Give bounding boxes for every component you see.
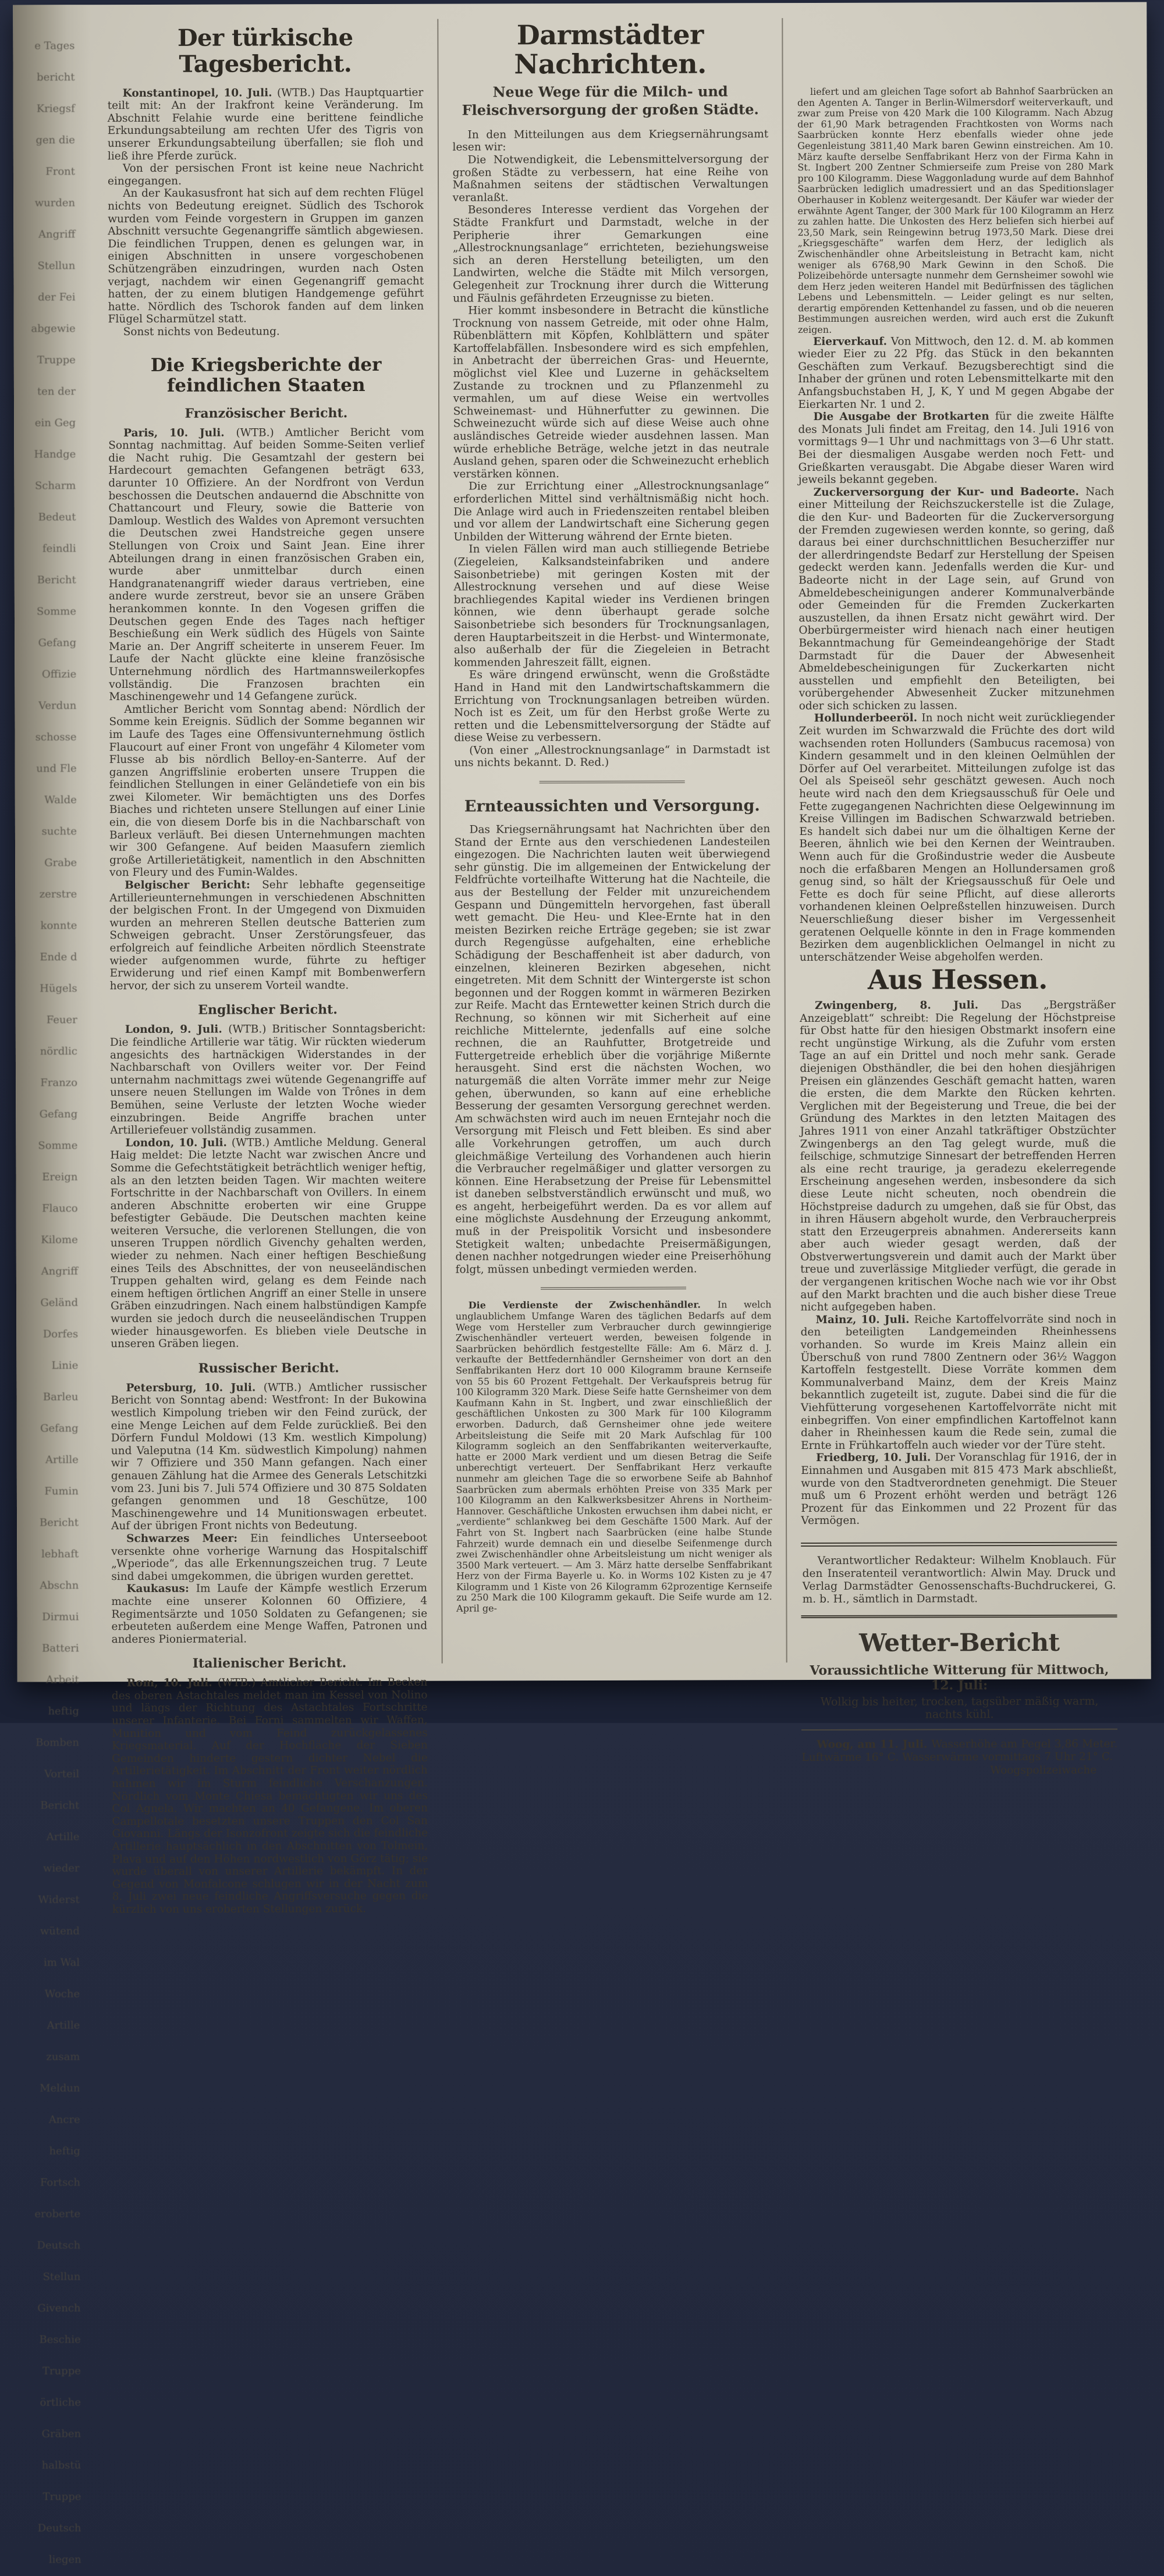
gutter-fragment: heftig bbox=[49, 2145, 80, 2158]
gutter-fragment: Deutsch bbox=[37, 2522, 81, 2535]
article-paragraph: Das Kriegsernährungsamt hat Nachrichten über den Stand der Ernte aus den verschiedenen Landesteilen eingezogen. Die Nachrichten lauten weit überwiegend sehr günstig. Die im allgemeinen der Entwickelung der Feldfrüchte vorteilhafte Witterung hat die Nachteile, die aus der Bestellung der Felder mit unzureichendem Gespann und Düngemitteln hervorgehen, fast überall wett gemacht. Die Heu- und Klee-Ernte hat in den meisten Bezirken reiche Erträge gegeben; sie ist zwar durch Regengüsse aufgehalten, eine erhebliche Schädigung der Beschaffenheit ist aber dadurch, von einzelnen, kleineren Bezirken abgesehen, nicht eingetreten. Mit dem Schnitt der Wintergerste ist schon begonnen und der Roggen kommt in wärmeren Bezirken zur Reife. Macht das Erntewetter keinen Strich durch die Rechnung, so können wir mit Sicherheit auf eine reichliche Mittelernte, jedenfalls auf eine solche rechnen, die an Rauhfutter, Brotgetreide und Futtergetreide erheblich über die vorjährige Mißernte herausgeht. Sind erst die nächsten Wochen, wo naturgemäß die alten Vorräte immer mehr zur Neige gehen, überwunden, so kann auf eine erhebliche Besserung der gesamten Versorgung gerechnet werden. Am schwächsten wird auch im neuen Erntejahr noch die Versorgung mit Fleisch und Fett bleiben. Es sind aber alle Vorkehrungen getroffen, um auch durch gleichmäßige Verteilung des Vorhandenen auch hierin die Verbraucher regelmäßiger und glatter versorgen zu können. Eine Herabsetzung der Preise für Lebensmittel ist daneben selbstverständlich erwünscht und muß, wo es angeht, herbeigeführt werden. Da es vor allem auf eine möglichste Ausdehnung der Erzeugung ankommt, muß in der Preispolitik Vorsicht und insbesondere Stetigkeit walten; unbedachte Preisermäßigungen, denen nachher notgedrungen wieder eine Preiserhöhung folgt, müssen unbedingt vermieden werden. bbox=[454, 823, 772, 1276]
paragraph-lead: Mainz, 10. Juli. bbox=[815, 1313, 914, 1326]
gutter-fragment: wütend bbox=[40, 1925, 80, 1938]
article-paragraph: Sonst nichts von Bedeutung. bbox=[123, 325, 280, 338]
article-paragraph: Die zur Errichtung einer „Allestrocknungsanlage“ erforderlichen Mittel sind verhältnismäßig nicht hoch. Die Anlage wird auch in Friedenszeiten rentabel bleiben und vor allem der Landwirtschaft eine Sicherung gegen Unbilden der Witterung während der Ernte bieten. bbox=[453, 479, 769, 543]
report-heading-russisch: Russischer Bericht. bbox=[198, 1360, 339, 1376]
gutter-fragment: Dorfes bbox=[42, 1328, 79, 1341]
gutter-fragment: Bericht bbox=[37, 574, 76, 587]
article-paragraph: Hollunderbeeröl. In noch nicht weit zurückliegender Zeit wurden im Schwarzwald die Früchte des dort wild wachsenden roten Hollunders (Sambucus racemosa) von Kindern gesammelt und in den kleinen Oelmühlen der Dörfer auf Oel verarbeitet. Mitteilungen zufolge ist das Oel als Speiseöl sehr geschätzt gewesen. Auch noch heute wird nach den dem Kriegsausschuß für Oele und Fette zugegangenen Nachrichten diese Oelgewinnung im Kreise Villingen im Badischen Schwarzwald betrieben. Es handelt sich dabei nur um die ölhaltigen Kerne der Beeren, ähnlich wie bei den Kernen der Weintrauben. Wenn auch für die Großindustrie weder die Ausbeute noch die erfaßbaren Mengen an Hollundersamen groß genug sind, so hält der Kriegsausschuß für Oele und Fette es doch für seine Pflicht, auf diese allerorts vorhandenen kleinen Oelpreßstellen hinzuweisen. Durch Neuerschließung dieser bisher im Vergessenheit geratenen Oelquelle könnte in den in Frage kommenden Bezirken dem augenblicklichen Oelmangel in nicht zu unterschätzender Weise abgeholfen werden. bbox=[799, 712, 1116, 964]
gutter-fragment: Artille bbox=[46, 1831, 80, 1843]
gutter-fragment: suchte bbox=[41, 825, 77, 838]
gutter-fragment: heftig bbox=[48, 1705, 79, 1718]
gutter-fragment: Bedeut bbox=[38, 511, 76, 524]
gutter-fragment: der Fei bbox=[38, 291, 76, 304]
paragraph-lead: Eierverkauf. bbox=[813, 335, 891, 348]
article-paragraph: In vielen Fällen wird man auch stilliegende Betriebe (Ziegeleien, Kalksandsteinfabriken und andere Saisonbetriebe) mit geringen Kosten mit der Allestrocknung versehen und auf diese Weise brachliegendes Kapital wieder ins Verdienen bringen können, wie denn überhaupt gerade solche Saisonbetriebe sich besonders für Trocknungsanlagen, deren Hauptarbeitszeit in die Herbst- und Wintermonate, also außerhalb der für die Ziegeleien in Betracht kommenden Jahreszeit fällt, eignen. bbox=[453, 542, 770, 669]
gutter-fragment: bericht bbox=[37, 71, 75, 84]
gutter-fragment: Linie bbox=[51, 1359, 79, 1372]
article-paragraph: Zwingenberg, 8. Juli. Das „Bergsträßer Anzeigeblatt“ schreibt: Die Regelung der Höchstpreise für Obst hatte für den hiesigen Obstmarkt insofern eine recht ungünstige Wirkung, als die Zufuhr vom ersten Tage an auf ein Drittel und noch mehr sank. Gerade diejenigen Obsthändler, die bei den hohen diesjährigen Preisen ein glänzendes Geschäft gemacht hatten, waren die ersten, die dem Markte den Rücken kehrten. Verglichen mit der Begeisterung und Treue, die bei der Gründung des Marktes in den letzten Maitagen des Jahres 1911 von einer Anzahl tatkräftiger Obstzüchter Zwingenbergs an den Tag gelegt wurde, muß die feilschige, schmutzige Sinnesart der betreffenden Herren als eine recht traurige, ja geradezu ekelerregende Erscheinung angesehen werden, insbesondere da sich diese Leute nicht scheuten, noch obendrein die Höchstpreise dadurch zu umgehen, daß sie für Obst, das in ihren Häusern abgeholt wurde, den Verbraucherpreis statt den Erzeugerpreis abnahmen. Andererseits kann aber auch wieder gesagt werden, daß der Obstverwertungsverein und damit auch der Markt über treue und zuverlässige Mitglieder verfügt, die gerade in der vergangenen kritischen Woche nach wie vor ihr Obst auf den Markt brachten und die auch bisher diese Treue nicht aufgegeben haben. bbox=[800, 999, 1117, 1314]
column-right bbox=[783, 17, 1131, 1777]
weather-report-heading: Wetter-Bericht bbox=[859, 1628, 1060, 1657]
gutter-fragment: nördlic bbox=[40, 1045, 77, 1058]
article-paragraph: Mainz, 10. Juli. Reiche Kartoffelvorräte sind noch in den beteiligten Landgemeinden Rheinhessens vorhanden. So wurde im Kreis Mainz allein ein Überschuß von rund 7800 Zentnern oder 36½ Waggon Kartoffeln festgestellt. Diese Vorräte kommen dem Kommunalverband Mainz, dem der Kreis Mainz bekanntlich zugeteilt ist, zugute. Dabei sind die für die Viehfütterung vorgesehenen Kartoffelvorräte nicht mit einbegriffen. Von einer empfindlichen Kartoffelnot kann daher in Rheinhessen kaum die Rede sein, zumal die Ernte in Frühkartoffeln auch wieder vor der Türe steht. bbox=[800, 1313, 1117, 1452]
gutter-clipped-text bbox=[0, 30, 81, 2575]
article-paragraph: Die Ausgabe der Brotkarten für die zweite Hälfte des Monats Juli findet am Freitag, den 14. Juli 1916 von vormittags 9—1 Uhr und nachmittags von 3—6 Uhr statt. Bei der diesmaligen Ausgabe werden noch Fett- und Grießkarten verausgabt. Die Abgabe dieser Waren wird jeweils bekannt gegeben. bbox=[798, 410, 1115, 486]
section-heading-aus-hessen: Aus Hessen. bbox=[867, 964, 1048, 996]
report-heading-englisch: Englischer Bericht. bbox=[198, 1002, 338, 1018]
paragraph-lead: Hollunderbeeröl. bbox=[814, 712, 922, 725]
article-paragraph: Von der persischen Front ist keine neue Nachricht eingegangen. bbox=[107, 161, 424, 187]
article-heading-ernteaussichten: Ernteaussichten und Versorgung. bbox=[464, 797, 760, 816]
article-paragraph: An der Kaukasusfront hat sich auf dem rechten Flügel nichts von Bedeutung ereignet. Südlich des Tschorok wurden vom Feinde vorgestern in Gruppen im ganzen Abschnitt versuchte Gegenangriffe sämtlich abgewiesen. Die feindlichen Truppen, denen es gelungen war, in einigen Abschnitten in unsere vorgeschobenen Schützengräben einzudringen, wurden nach Osten verjagt, nachdem wir einen Gegenangriff gemacht hatten, der zu einem blutigen Handgemenge geführt hatte. Nördlich des Tschorok fanden auf dem linken Flügel Scharmützel statt. bbox=[108, 187, 424, 326]
gutter-fragment: Grabe bbox=[44, 857, 77, 869]
gutter-fragment: konnte bbox=[40, 919, 77, 932]
article-paragraph: Schwarzes Meer: Ein feindliches Unterseeboot versenkte ohne vorherige Warnung das Hospitalschiff „Wperiode“, das alle Erkennungszeichen trug. 7 Leute sind dabei umgekommen, die übrigen wurden gerettet. bbox=[111, 1532, 427, 1583]
gutter-fragment: gen die bbox=[36, 134, 75, 147]
gutter-fragment: Front bbox=[45, 165, 76, 178]
gutter-fragment: Angriff bbox=[38, 228, 76, 241]
gutter-fragment: Gräben bbox=[41, 2428, 81, 2440]
section-heading-darmstaedter-nachrichten: Darmstädter Nachrichten. bbox=[514, 19, 707, 80]
gutter-fragment: ten der bbox=[37, 385, 76, 398]
gutter-fragment: eroberte bbox=[34, 2208, 81, 2220]
gutter-fragment: zerstre bbox=[39, 888, 77, 901]
article-paragraph: Es wäre dringend erwünscht, wenn die Großstädte Hand in Hand mit den Landwirtschaftskammern die Errichtung von Trocknungsanlagen betreiben würden. Noch ist es Zeit, um für den Herbst große Werte zu retten und die Lebensmittelversorgung der Städte auf diese Weise zu verbessern. bbox=[453, 668, 770, 744]
article-paragraph: Eierverkauf. Von Mittwoch, den 12. d. M. ab kommen wieder Eier zu 22 Pfg. das Stück in den bekannten Geschäften zum Verkauf. Bezugsberechtigt sind die Inhaber der grünen und roten Lebensmittelkarte mit den Anfangsbuchstaben H, J, K, Y und M gegen Abgabe der Eierkarten Nr. 1 und 2. bbox=[798, 335, 1115, 411]
gutter-fragment: zusam bbox=[46, 2051, 80, 2063]
gutter-fragment: Kilome bbox=[41, 1234, 78, 1246]
gutter-fragment: Deutsch bbox=[37, 2239, 81, 2252]
gutter-fragment: Kriegsf bbox=[36, 102, 75, 115]
gutter-fragment: Truppe bbox=[42, 2490, 81, 2503]
gutter-fragment: Stellun bbox=[37, 260, 76, 272]
gutter-fragment: Givench bbox=[37, 2302, 81, 2315]
article-subheading-milch-fleisch: Neue Wege für die Milch- und Fleischversorgung der großen Städte. bbox=[462, 83, 759, 119]
page-content bbox=[93, 17, 1131, 1916]
gutter-fragment: Verdun bbox=[38, 699, 77, 712]
gutter-fragment: Artille bbox=[45, 1454, 79, 1466]
paragraph-lead: Zuckerversorgung der Kur- und Badeorte. bbox=[813, 485, 1085, 499]
gutter-fragment: Arbeit bbox=[45, 1673, 79, 1686]
gutter-fragment: Gefang bbox=[38, 637, 77, 649]
gutter-fragment: Flauco bbox=[42, 1202, 78, 1215]
paragraph-lead: Schwarzes Meer: bbox=[126, 1532, 251, 1545]
article-paragraph: Paris, 10. Juli. (WTB.) Amtlicher Bericht vom Sonntag nachmittag. Auf beiden Somme-Seiten verlief die Nacht ruhig. Die Gesamtzahl der gestern bei Hardecourt gemachten Gefangenen beträgt 633, darunter 10 Offiziere. An der Nordfront von Verdun beschossen die Deutschen andauernd die Abschnitte von Chattancourt und Fleury, sowie die Batterie von Damloup. Westlich des Waldes von Apremont versuchten die Deutschen zwei Handstreiche gegen unsere Stellungen von Croix und Saint Jean. Eine ihrer Abteilungen drang in einen französischen Graben ein, wurde aber unmittelbar durch einen Handgranatenangriff wieder daraus vertrieben, eine andere wurde zerstreut, bevor sie an unsere Gräben herankommen konnte. In den Vogesen griffen die Deutschen gegen Ende des Tages nach heftiger Beschießung ein Werk südlich des Hügels von Sainte Marie an. Der Angriff scheiterte in unserem Feuer. Im Laufe der Nacht glückte eine kleine französische Unternehmung nördlich des Hartmannsweilerkopfes vollständig. Die Franzosen brachten ein Maschinengewehr und 14 Gefangene zurück. bbox=[108, 426, 425, 703]
article-paragraph: Kaukasus: Im Laufe der Kämpfe westlich Erzerum machte eine unserer Kolonnen 60 Offiziere, 4 Regimentsärzte und 1050 Soldaten zu Gefangenen; sie erbeuteten außerdem eine Menge Waffen, Patronen und anderes Pioniermaterial. bbox=[111, 1582, 428, 1646]
paragraph-lead: Friedberg, 10. Juli. bbox=[816, 1451, 935, 1465]
section-divider bbox=[541, 1287, 686, 1290]
book-gutter-shadow bbox=[13, 5, 95, 2566]
paragraph-lead: Zwingenberg, 8. Juli. bbox=[815, 999, 1001, 1012]
gutter-fragment: Ende d bbox=[40, 951, 77, 964]
gutter-fragment: Artille bbox=[47, 2019, 80, 2032]
paragraph-lead: Die Ausgabe der Brotkarten bbox=[813, 410, 995, 424]
gutter-fragment: Handge bbox=[34, 448, 76, 461]
gutter-fragment: Somme bbox=[36, 605, 76, 618]
gutter-fragment: ein Geg bbox=[34, 417, 76, 429]
section-heading-kriegsberichte: Die Kriegsberichte der feindlichen Staaten bbox=[150, 354, 382, 396]
signature-woogspolizeiwache: Woogspolizeiwache bbox=[990, 1764, 1097, 1777]
gutter-fragment: Batteri bbox=[42, 1642, 79, 1655]
paragraph-lead: Paris, 10. Juli. bbox=[123, 427, 236, 439]
gutter-fragment: Ereign bbox=[42, 1171, 78, 1184]
paragraph-lead: Rom, 10. Juli. bbox=[126, 1676, 218, 1690]
gutter-fragment: Woche bbox=[44, 1988, 80, 2001]
column-middle bbox=[437, 18, 787, 1664]
section-divider bbox=[540, 781, 685, 784]
newspaper-page bbox=[13, 2, 1151, 2566]
article-paragraph: (Von einer „Allestrocknungsanlage“ in Darmstadt ist uns nichts bekannt. D. Red.) bbox=[454, 744, 770, 770]
gutter-fragment: Scharm bbox=[34, 479, 76, 492]
gutter-fragment: örtliche bbox=[40, 2396, 81, 2409]
gutter-fragment: Walde bbox=[44, 794, 77, 806]
report-heading-italienisch: Italienischer Bericht. bbox=[192, 1655, 347, 1672]
gutter-fragment: liegen bbox=[48, 2553, 81, 2566]
paragraph-lead: Die Verdienste der Zwischenhändler. bbox=[468, 1299, 718, 1311]
article-paragraph: Petersburg, 10. Juli. (WTB.) Amtlicher russischer Bericht von Sonntag abend: Westfront: In der Bukowina westlich Kimpolung trieben wir den Feind zurück, der eine Menge Leichen auf dem Felde zurückließ. Bei den Dörfern Fundul Moldowi (13 Km. westlich Kimpolung) und Valeputna (14 Km. südwestlich Kimpolung) nahmen wir 7 Offiziere und 350 Mann gefangen. Nach einer genauen Zählung hat die Armee des Generals Letschitzki vom 23. Juni bis 7. Juli 574 Offiziere und 30 875 Soldaten gefangen genommen und 18 Geschütze, 100 Maschinengewehre und 14 Munitionswagen erbeutet. Auf der übrigen Front nichts von Bedeutung. bbox=[111, 1381, 427, 1533]
gutter-fragment: Ancre bbox=[48, 2113, 80, 2126]
article-paragraph: Rom, 10. Juli. (WTB.) Amtlicher Bericht. Im Becken des oberen Astachtales meldet man im Kessel von Nolino und längs der Richtung des Astachtales Fortschritte unserer Infanterie. Bei Forni sammelten wir Waffen, Munition und vom Feind zurückgelassenes Kriegsmaterial. Auf der Hochfläche der Sieben Gemeinden hinderte gestern dichter Nebel die Artillerietätigkeit. Im Abschnitt der Front weiter nördlich nahmen wir im Sturm feindliche Verschanzungen. Nördlich vom Monte Chiesa bemächtigten wir uns des Col Agnela. Wir machten an 40 Gefangene. Im oberen Campellotale besetzten unsere Truppen den Col San Giovanni. Längs der Isonzofront zeigte sich die feindliche Artillerie hauptsächlich in den Abschnitten von Tolmein, Plava und auf den Höhen nordwestlich von Görz tätig; sie wurde überall von unserer Artillerie bekämpft. In der Gegend von Monfalcone schlugen wir in der Nacht zum 8. Juli zwei neue feindliche Angriffsversuche gegen die kürzlich von uns eroberten Stellungen zurück. bbox=[111, 1676, 428, 1916]
gutter-fragment: Franzo bbox=[40, 1076, 78, 1089]
gutter-fragment: Abschn bbox=[40, 1579, 79, 1592]
gutter-fragment: feindli bbox=[42, 542, 76, 555]
gutter-fragment: Truppe bbox=[37, 354, 76, 367]
gutter-fragment: schosse bbox=[35, 731, 77, 744]
article-heading-tuerkischer-tagesbericht: Der türkische Tagesbericht. bbox=[177, 24, 353, 78]
water-level-report: Woog, am 11. Juli. Wasserhöhe am Pegel 3,86 Meter. Luftwärme 16° C. Wasserwärme vormittags 7 Uhr 21° C. bbox=[801, 1738, 1118, 1764]
weather-forecast-label: Voraussichtliche Witterung für Mittwoch, 12. Juli: bbox=[810, 1662, 1109, 1693]
article-paragraph: London, 9. Juli. (WTB.) Britischer Sonntagsbericht: Die feindliche Artillerie war tätig. Wir rückten wiederum angesichts des hartnäckigen Widerstandes in der Nachbarschaft von Ovillers weiter vor. Der Feind unternahm nachmittags zwei wütende Gegenangriffe auf unsere neuen Stellungen im Walde von Trônes in dem Bemühen, seine Verluste der letzten Woche wieder einzubringen. Beide Angriffe brachen unter Artilleriefeuer vollständig zusammen. bbox=[109, 1023, 426, 1137]
paragraph-lead: London, 10. Juli. bbox=[125, 1136, 232, 1149]
article-paragraph: Zuckerversorgung der Kur- und Badeorte. Nach einer Mitteilung der Reichszuckerstelle ist die Zulage, die den Kur- und Badeorten für die Zuckerversorgung der Fremden zugewiesen werden konnte, so gering, daß daraus bei einer durchschnittlichen Besucherziffer nur der allerdringendste Bedarf zur Herstellung der Speisen gedeckt werden kann. Jedenfalls werden die Kur- und Badeorte nicht in der Lage sein, auf Grund von Abmeldebescheinigungen anderer Kommunalverbände oder Gemeinden für die Fremden Zuckerkarten auszustellen, da ihnen Ersatz nicht gewährt wird. Der Oberbürgermeister wird hienach nach einer heutigen Bekanntmachung für Gemeindeangehörige der Stadt Darmstadt für die Dauer der Abwesenheit Abmeldebescheinigungen für Zuckerkarten nicht ausstellen und empfiehlt den Beteiligten, bei vorübergehender Abwesenheit Zucker mitzunehmen oder sich schicken zu lassen. bbox=[798, 485, 1115, 712]
impressum: Verantwortlicher Redakteur: Wilhelm Knoblauch. Für den Inseratenteil verantwortlich: Alwin May. Druck und Verlag Darmstädter Genossenschafts-Buchdruckerei, G. m. b. H., sämtlich in Darmstadt. bbox=[801, 1542, 1117, 1618]
paragraph-lead: London, 9. Juli. bbox=[125, 1023, 229, 1036]
gutter-fragment: Angriff bbox=[41, 1265, 78, 1278]
gutter-fragment: Hügels bbox=[40, 982, 77, 995]
article-paragraph: Hier kommt insbesondere in Betracht die künstliche Trocknung von nassem Getreide, mit oder ohne Halm, Rübenblättern mit Köpfen, Kohlblättern und später Kartoffelabfällen. Insbesondere wird es sich empfehlen, in Anbetracht der überreichen Gras- und Heuernte, möglichst viel Klee und Luzerne in gehäckseltem Zustande zu trocknen und zu Pflanzenmehl zu vermahlen, um auf diese Weise ein wertvolles Schweinemast- und Hühnerfutter zu gewinnen. Die Schweinezucht würde sich auf diese Weise auch ohne ausländisches Getreide wieder ausdehnen lassen. Man würde erhebliche Beträge, welche jetzt in das neutrale Ausland gehen, sparen oder die Schweinezucht erheblich verstärken können. bbox=[453, 304, 769, 481]
gutter-fragment: Bomben bbox=[36, 1736, 80, 1749]
gutter-fragment: e Tages bbox=[34, 40, 75, 52]
gutter-fragment: Beschie bbox=[39, 2333, 81, 2346]
paragraph-lead: Woog, am 11. Juli. bbox=[817, 1738, 932, 1751]
gutter-fragment: halbstü bbox=[41, 2459, 81, 2472]
gutter-fragment: wurden bbox=[34, 197, 76, 209]
gutter-fragment: Fumin bbox=[44, 1485, 79, 1498]
article-paragraph: Die Notwendigkeit, die Lebensmittelversorgung der großen Städte zu verbessern, hat eine Reihe von Maßnahmen seitens der städtischen Verwaltungen veranlaßt. bbox=[452, 153, 769, 204]
gutter-fragment: Barleu bbox=[42, 1391, 79, 1404]
gutter-fragment: Widerst bbox=[38, 1893, 80, 1906]
article-paragraph: Belgischer Bericht: Sehr lebhafte gegenseitige Artillerieunternehmungen in verschiedenen Abschnitten der belgischen Front. In der Umgegend von Dixmuiden wurden an mehreren Stellen deutsche Batterien zum Schweigen gebracht. Unser Zerstörungsfeuer, das erfolgreich auf feindliche Arbeiten nördlich Steenstrate wieder aufgenommen wurde, führte zu heftiger Erwiderung und rief einen Kampf mit Bombenwerfern hervor, der sich zu unserem Vorteil wandte. bbox=[109, 878, 426, 992]
petit-paragraph-continued: liefert und am gleichen Tage sofort ab Bahnhof Saarbrücken an den Agenten A. Tanger in Berlin-Wilmersdorf weiterverkauft, und zwar zum Preise von 420 Mark die 100 Kilogramm. Nach Abzug der 61,90 Mark betragenden Frachtkosten von Worms nach Saarbrücken konnte Herz ebenfalls wieder ohne jede Gegenleistung 3811,40 Mark baren Gewinn einstreichen. Am 10. März kaufte derselbe Senffabrikant Herz von der Firma Kahn in St. Ingbert 200 Zentner Schmierseife zum Preise von 280 Mark pro 100 Kilogramm. Diese Waggonladung wurde auf dem Bahnhof Saarbrücken lediglich umadressiert und an das Speditionslager Oberhauser in Koblenz weitergesandt. Der Käufer war wieder der erwähnte Agent Tanger, der 300 Mark für 100 Kilogramm an Herz zu zahlen hatte. Die Unkosten des Herz beliefen sich hierbei auf 23,50 Mark, sein Reingewinn betrug 1973,50 Mark. Diese drei „Kriegsgeschäfte“ warfen dem Herz, der lediglich als Zwischenhändler ohne Arbeitsleistung in Betracht kam, nicht weniger als 6768,90 Mark Gewinn in den Schoß. Die Polizeibehörde untersagte nunmehr dem Gernsheimer sowohl wie dem Herz jeden weiteren Handel mit Bedürfnissen des täglichen Lebens und Lebensmitteln. — Leider gelingt es nur selten, derartig empörenden Kettenhandel zu fassen, und ob die neueren Bestimmungen ausreichen werden, wird auch erst die Zukunft zeigen. bbox=[797, 85, 1114, 336]
gutter-fragment: und Fle bbox=[36, 762, 77, 775]
paragraph-lead: Konstantinopel, 10. Juli. bbox=[122, 86, 277, 100]
gutter-fragment: im Wal bbox=[44, 1956, 80, 1969]
article-paragraph: Besonderes Interesse verdient das Vorgehen der Städte Frankfurt und Darmstadt, welche in der Peripherie ihrer Gemarkungen eine „Allestrocknungsanlage“ errichteten, beziehungsweise sich an deren Herstellung beteiligten, um den Landwirten, welche die Städte mit Milch versorgen, Gelegenheit zur Trocknung ihrer durch die Witterung und Fäulnis gefährdeten Erzeugnisse zu bieten. bbox=[452, 203, 769, 305]
gutter-fragment: Bericht bbox=[40, 1799, 80, 1812]
gutter-fragment: lebhaft bbox=[41, 1548, 79, 1561]
gutter-fragment: Truppe bbox=[42, 2365, 81, 2378]
gutter-fragment: Feuer bbox=[46, 1014, 77, 1026]
gutter-fragment: abgewie bbox=[31, 322, 76, 335]
report-heading-franzoesisch: Französischer Bericht. bbox=[184, 405, 348, 421]
gutter-fragment: Offizie bbox=[42, 668, 77, 681]
article-paragraph: In den Mitteilungen aus dem Kriegsernährungsamt lesen wir: bbox=[452, 127, 769, 154]
article-paragraph: Amtlicher Bericht vom Sonntag abend: Nördlich der Somme kein Ereignis. Südlich der Somme begannen wir im Laufe des Tages eine Offensivunternehmung östlich Flaucourt auf einer Front von ungefähr 4 Kilometer vom Flusse ab bis nördlich Belloy-en-Santerre. Auf der ganzen Angriffslinie eroberten unsere Truppen die feindlichen Stellungen in einer Geländetiefe von ein bis zwei Kilometer. Wir bemächtigten uns des Dorfes Biaches und richteten unsere Stellungen auf einer Linie ein, die von diesem Dorfe bis in die Nachbarschaft von Barleux verläuft. Bei diesen Unternehmungen machten wir 300 Gefangene. Auf beiden Maasufern ziemlich große Artillerietätigkeit, namentlich in den Abschnitten von Fleury und des Fumin-Waldes. bbox=[109, 702, 425, 879]
gutter-fragment: Fortsch bbox=[40, 2176, 81, 2189]
article-paragraph: Konstantinopel, 10. Juli. (WTB.) Das Hauptquartier teilt mit: An der Irakfront keine Veränderung. Im Abschnitt Felahie wurde eine berittene feindliche Erkundungsabteilung am rechten Ufer des Tigris von unserer Erkundungsabteilung überfallen; sie floh und ließ ihre Pferde zurück. bbox=[107, 86, 424, 162]
gutter-fragment: Dirmui bbox=[42, 1611, 79, 1623]
gutter-fragment: Vorteil bbox=[44, 1768, 80, 1781]
gutter-fragment: Gefang bbox=[40, 1422, 79, 1435]
gutter-fragment: wieder bbox=[42, 1862, 80, 1875]
article-paragraph: London, 10. Juli. (WTB.) Amtliche Meldung. General Haig meldet: Die letzte Nacht war zwischen Ancre und Somme die Gefechtstätigkeit beträchtlich weniger heftig, als an den letzten beiden Tagen. Wir machten weitere Fortschritte in der Nachbarschaft von Ovillers. In einem anderen Abschnitte eroberten wir eine Gruppe befestigter Gebäude. Die Deutschen machten keine weiteren Versuche, die verlorenen Stellungen, die von unseren Truppen nördlich Givenchy gehalten werden, wieder zu nehmen. Nach einer heftigen Beschießung eines Teils des Abschnittes, der von neuseeländischen Truppen gehalten wird, gelang es dem Feinde nach einem heftigen örtlichen Angriff an einer Stelle in unsere Gräben einzudringen. Nach einem halbstündigen Kampfe wurden sie jedoch durch die neuseeländischen Truppen wieder hinausgeworfen. Es blieben viele Deutsche in unseren Gräben liegen. bbox=[110, 1136, 427, 1351]
column-left bbox=[93, 19, 441, 1916]
petit-paragraph: Die Verdienste der Zwischenhändler. In welch unglaublichem Umfange Waren des täglichen Bedarfs auf dem Wege vom Hersteller zum Verbraucher durch gewinngierige Zwischenhändler verteuert werden, beweisen folgende in Saarbrücken behördlich festgestellte Fälle: Am 6. März d. J. verkaufte der Bettfedernhändler Gernsheimer von dort an den Senffabrikanten Herz dort 10 000 Kilogramm braune Kernseife von 55 bis 60 Prozent Fettgehalt. Der Verkaufspreis betrug für 100 Kilogramm 320 Mark. Diese Seife hatte Gernsheimer von dem Kaufmann Kahn in St. Ingbert, und zwar einschließlich der geschäftlichen Unkosten zu 300 Mark für 100 Kilogramm erworben. Dadurch, daß Gernsheimer ohne jede weitere Arbeitsleistung die Seife mit 20 Mark Aufschlag für 100 Kilogramm sogleich an den Senffabrikanten weiterverkaufte, hatte er 2000 Mark verdient und um diesen Betrag die Seife unberechtigt verteuert. Der Senffabrikant Herz verkaufte nunmehr am gleichen Tage die so erworbene Seife ab Bahnhof Saarbrücken zum abermals erhöhten Preise von 335 Mark per 100 Kilogramm an den Kalkwerksbesitzer Ahrens in Northeim-Hannover. Geschäftliche Unkosten erwuchsen ihm dabei nicht, er „verdiente“ schlankweg bei dem Geschäfte 1500 Mark. Auf der Fahrt von St. Ingbert nach Saarbrücken (eine halbe Stunde Fahrzeit) wurde demnach ein und dieselbe Seifenmenge durch zwei Zwischenhändler ohne Arbeitsleistung um nicht weniger als 3500 Mark verteuert. — Am 3. März hatte derselbe Senffabrikant Herz von der Firma Bayerle u. Ko. in Worms 102 Kisten zu je 47 Kilogramm und 1 Kiste von 26 Kilogramm 62prozentige Kernseife zu 250 Mark die 100 Kilogramm gekauft. Die Seife wurde am 12. April ge- bbox=[455, 1299, 772, 1614]
paragraph-lead: Belgischer Bericht: bbox=[125, 879, 262, 892]
gutter-fragment: Bericht bbox=[39, 1516, 79, 1529]
paragraph-lead: Kaukasus: bbox=[126, 1583, 196, 1596]
paragraph-lead: Petersburg, 10. Juli. bbox=[126, 1381, 264, 1394]
gutter-fragment: Meldun bbox=[40, 2082, 80, 2095]
gutter-fragment: Stellun bbox=[42, 2271, 81, 2283]
gutter-fragment: Geländ bbox=[40, 1296, 79, 1309]
gutter-fragment: Gefang bbox=[39, 1108, 78, 1121]
weather-forecast-text: Wolkig bis heiter, trocken, tagsüber mäßig warm, nachts kühl. bbox=[801, 1695, 1117, 1731]
gutter-fragment: Somme bbox=[38, 1139, 78, 1152]
article-paragraph: Friedberg, 10. Juli. Der Voranschlag für 1916, der in Einnahmen und Ausgaben mit 815 473 Mark abschließt, wurde von den Stadtverordneten genehmigt. Die Steuer muß um 6 Prozent erhöht werden und beträgt 126 Prozent für das Einkommen und 22 Prozent für das Vermögen. bbox=[801, 1451, 1117, 1527]
